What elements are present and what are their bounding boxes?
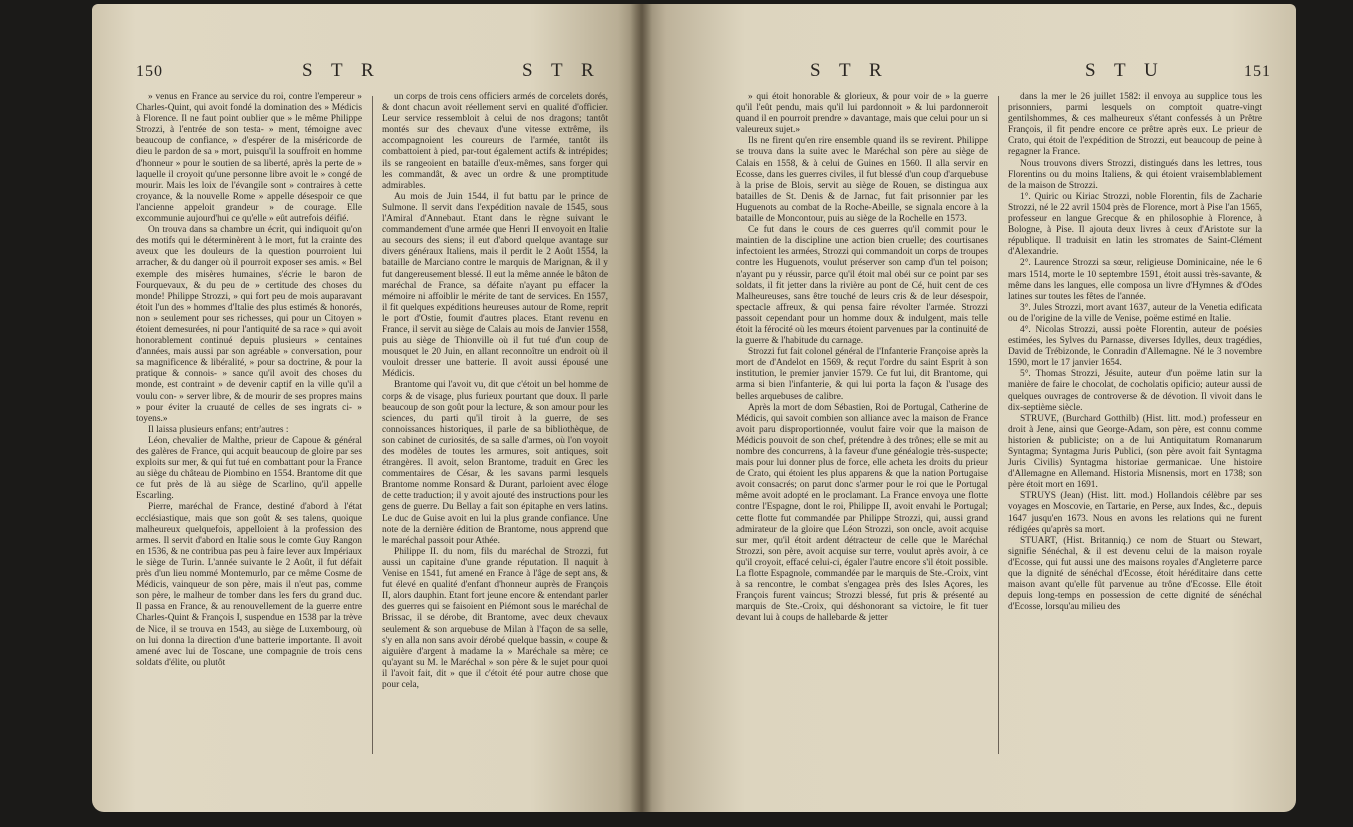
left-running-head-1: S T R	[302, 60, 381, 81]
paragraph: Au mois de Juin 1544, il fut battu par le prince de Sulmone. Il servit dans l'expédition navale de 1545, sous l'Amiral d'Annebaut. Etant dans le règne suivant le commandement d'une armée que Henri II envoyoit en Italie au secours des siens; il eut d'abord quelque avantage sur divers généraux Italiens, mais il perdit le 2 Août 1554, la bataille de Marciano contre le marquis de Marignan, & il y fut dangereusement blessé. Il eut la même année le bâton de maréchal de France, sa défaite n'ayant pu effacer la mémoire ni affoiblir le mérite de tant de services. En 1557, il fit quelques expéditions heureuses autour de Rome, reprit le port d'Ostie, foumit d'autres places. Etant revenu en France, il servit au siège de Calais au mois de Janvier 1558, puis au siège de Thionville où il fut tué d'un coup de mousquet le 20 Juin, en allant reconnoître un endroit où il vouloit dresser une batterie. Il avoit aussi épousé une Médicis.	[382, 191, 608, 380]
paragraph: Léon, chevalier de Malthe, prieur de Capoue & général des galères de France, qui acquit beaucoup de gloire par ses exploits sur mer, & qui fut tué en combattant pour la France au siège du château de Piombino en 1554. Brantome dit que ce fut près de là au siège de Scarlino, qu'il appelle Escarling.	[136, 435, 362, 502]
paragraph: 3°. Jules Strozzi, mort avant 1637, auteur de la Venetia edificata ou de l'origine de la ville de Venise, poëme estimé en Italie.	[1008, 302, 1262, 324]
paragraph: STRUVE, (Burchard Gotthilb) (Hist. litt. mod.) professeur en droit à Jene, ainsi que George-Adam, son père, est connu comme historien & publiciste; on a de lui Antiquitatum Romanarum Syntagma; Syntagma Juris Publici, (son père avoit fait Syntagma Juris Civilis) Syntagma historiae germanicae. Une histoire d'Allemagne en Allemand. Historia Misnensis, mort en 1738; son père étoit mort en 1691.	[1008, 413, 1262, 491]
paragraph: Philippe II. du nom, fils du maréchal de Strozzi, fut aussi un capitaine d'une grande réputation. Il naquit à Venise en 1541, fut amené en France à l'âge de sept ans, & fut élevé en qualité d'enfant d'honneur auprès de François II, alors dauphin. Etant fort jeune encore & entendant parler des guerres qui se faisoient en Piémont sous le maréchal de Brissac, il se dérobe, dit Brantome, avec deux chevaux seulement & son arquebuse de Milan à l'façon de sa selle, s'y en alla non sans avoir dérobé quelque bassin, « coupe & aiguière d'argent à madame la » Maréchale sa mère; ce qu'ayant su M. le Maréchal » son père & le sujet pour quoi il l'avoit fait, dit » que il c'étoit été pour autre chose que pour cela,	[382, 546, 608, 690]
paragraph: STRUYS (Jean) (Hist. litt. mod.) Hollandois célèbre par ses voyages en Moscovie, en Tartarie, en Perse, aux Indes, &c., depuis 1647 jusqu'en 1673. Nous en avons les relations qui ne furent rédigées qu'après sa mort.	[1008, 491, 1262, 535]
left-column-1	[136, 92, 362, 762]
paragraph: Strozzi fut fait colonel général de l'Infanterie Françoise après la mort de d'Andelot en 1569, & reçut l'ordre du saint Esprit à son institution, le premier janvier 1579. Ce fut lui, dit Brantome, qui arma si bien l'infanterie, & qui lui porta la façon & l'usage des belles arquebuses de calibre.	[736, 347, 988, 402]
paragraph: 5°. Thomas Strozzi, Jésuite, auteur d'un poëme latin sur la manière de faire le chocolat, de cocholatis opificio; auteur aussi de quelques ouvrages de controverse & de dévotion. Il vivoit dans le dix-septième siècle.	[1008, 369, 1262, 413]
column-rule	[998, 96, 999, 754]
left-running-head-2: S T R	[522, 60, 601, 81]
paragraph: Ils ne firent qu'en rire ensemble quand ils se revirent. Philippe se trouva dans la suite avec le Maréchal son père au siège de Calais en 1558, & à celui de Guines en 1560. Il alla servir en Ecosse, dans les guerres civiles, il fut blessé d'un coup d'arquebuse à la prise de Blois, servit au siège de Rouen, se distingua aux batailles de St. Denis & de Jarnac, fut fait prisonnier par les Huguenots au combat de la Roche-Abeille, se signala encore à la bataille de Moncontour, puis au siège de la Rochelle en 1573.	[736, 136, 988, 225]
left-column-2	[382, 92, 608, 762]
open-book	[92, 4, 1296, 812]
paragraph: un corps de trois cens officiers armés de corcelets dorés, & dont chacun avoit réellement servi en qualité d'officier. Leur service ressembloit à celui de nos dragons; tantôt montés sur des chevaux d'une vitesse extrême, ils accompagnoient les coureurs de l'armée, tantôt ils combattoient à pied, par-tout également actifs & intrépides; ils se rangeoient en bataille d'eux-mêmes, sans forger qui les commandât, & avec un ordre & une promptitude admirables.	[382, 92, 608, 191]
paragraph: 1°. Quiric ou Kiriac Strozzi, noble Florentin, fils de Zacharie Strozzi, né le 22 avril 1504 près de Florence, mort à Pise l'an 1565, professeur en langue Grecque & en philosophie à Florence, à Bologne, à Pise. Il ajouta deux livres à ceux d'Aristote sur la république. Il traduisit en latin les stromates de Saint-Clément d'Alexandrie.	[1008, 191, 1262, 258]
paragraph: STUART, (Hist. Britanniq.) ce nom de Stuart ou Stewart, signifie Sénéchal, & il est devenu celui de la maison royale d'Ecosse, qui fut aussi une des maisons royales d'Angleterre parce que la dignité de sénéchal d'Ecosse, étoit héréditaire dans cette maison avant qu'elle fût parvenue au trône d'Ecosse. Elle étoit depuis long-temps en possession de cette dignité de sénéchal d'Ecosse, lorsqu'au milieu des	[1008, 535, 1262, 613]
paragraph: Nous trouvons divers Strozzi, distingués dans les lettres, tous Florentins ou du moins Italiens, & qui étoient vraisemblablement de la maison de Strozzi.	[1008, 158, 1262, 191]
right-column-1	[736, 92, 988, 762]
paragraph: On trouva dans sa chambre un écrit, qui indiquoit qu'on des motifs qui le déterminèrent à le mort, fut la crainte des aveux que les douleurs de la question pourroient lui arracher, & du danger où il pourroit exposer ses amis. « Bel exemple des misères humaines, s'écrie le baron de Fourquevaux, & du peu de » certitude des choses du monde! Philippe Strozzi, » qui fort peu de mois auparavant étoit l'un des » hommes d'Italie des plus estimés & honorés, non » seulement pour ses richesses, qui pour un Citoyen » étoient demesurées, ni pour l'antiquité de sa race » qui avoit honorablement continué depuis plusieurs » centaines d'années, mais aussi par son agréable » conversation, pour sa magnificence & libéralité, » pour sa doctrine, & pour la pratique & connois- » sance qu'il avoit des choses du monde, est contraint » de devenir captif en la ville qu'il a voulu con- » server libre, & de mourir de ses propres mains » pour éviter la cruauté de celles de ses ingrats ci- » toyens.»	[136, 225, 362, 424]
right-running-head-1: S T R	[810, 60, 889, 81]
paragraph: Il laissa plusieurs enfans; entr'autres :	[148, 424, 289, 435]
column-rule	[372, 96, 373, 754]
right-column-2	[1008, 92, 1262, 762]
right-page-number: 151	[1244, 63, 1271, 80]
paragraph: 2°. Laurence Strozzi sa sœur, religieuse Dominicaine, née le 6 mars 1514, morte le 10 septembre 1591, étoit aussi très-savante, & même dans les langues, elle composa un livre d'Hymnes & d'Odes latines sur toutes les fêtes de l'année.	[1008, 258, 1262, 302]
paragraph: » venus en France au service du roi, contre l'empereur » Charles-Quint, qui avoit fondé la domination des » Médicis à Florence. Il ne faut point oublier que » le même Philippe Strozzi, à l'entrée de son testa- » ment, témoigne avec beaucoup de confiance, » d'espérer de la miséricorde de dieu le pardon de sa » mort, puisqu'il la souffroit en homme d'honneur » pour le soutien de sa liberté, après la perte de » laquelle il croyoit qu'une personne libre avoit le » congé de mourir. Mais les loix de l'évangile sont » contraires à cette croyance, & la nouvelle Rome » appelle désespoir ce que l'ancienne appeloit grandeur » de courage. Elle excommunie aujourd'hui ce qu'elle » eût autrefois déifié.	[136, 92, 362, 225]
paragraph: Brantome qui l'avoit vu, dit que c'étoit un bel homme de corps & de visage, plus furieux pourtant que doux. Il parle beaucoup de son goût pour la lecture, & son amour pour les sciences, du parti qu'il tiroit à la guerre, de ses connoissances historiques, il parle de sa bibliothèque, de son cabinet de curiosités, de sa salle d'armes, où l'on voyoit des modèles de toutes les armures, soit antiques, soit étrangères. Il avoit, selon Brantome, traduit en Grec les commentaires de César, & les savans parmi lesquels Brantome nomme Ronsard & Durant, parloient avec éloge de cette traduction; il y avoit ajouté des instructions pour les gens de guerre. Du Bellay a fait son épitaphe en vers latins. Le duc de Guise avoit en lui la plus grande confiance. Une note de la dernière édition de Brantome, nous apprend que le maréchal passoit pour Athée.	[382, 380, 608, 546]
left-page	[92, 4, 640, 812]
paragraph: Pierre, maréchal de France, destiné d'abord à l'état ecclésiastique, mais que son goût & ses talens, quoique malheureux quelquefois, appelloient à la profession des armes. Il servit d'abord en Italie sous le comte Guy Rangon en 1536, & ne contribua pas peu à faire lever aux Impériaux le siège de Turin. L'année suivante le 2 Août, il fut défait près d'un lieu nommé Montemurlo, par ce même Cosme de Médicis, vainqueur de son père, mais il n'eut pas, comme son père, le malheur de tomber dans les fers du grand duc. Il passa en France, & au renouvellement de la guerre entre Charles-Quint & François I, suspendue en 1538 par la trève de Nice, il se trouva en 1543, au siège de Luxembourg, où on lui donna la direction d'une batterie importante. Il avoit amené avec lui de Toscane, une compagnie de trois cens soldats d'élite, ou plutôt	[136, 502, 362, 668]
paragraph: Ce fut dans le cours de ces guerres qu'il commit pour le maintien de la discipline une action bien cruelle; des courtisanes infectoient les armées, Strozzi qui commandoit un corps de troupes contre les Huguenots, voulut préserver son camp d'un tel poison; n'ayant pu y réussir, parce qu'il étoit mal obéi sur ce point par ses soldats, il fit jetter dans la rivière au pont de Cé, huit cent de ces Malheureuses, sans être touché de leurs cris & de leur désespoir, spectacle affreux, & qui pensa faire révolter l'armée. Strozzi passoit cependant pour un homme doux & indulgent, mais telle étoit la férocité où les mœurs étoient parvenues par la continuité de la guerre & l'habitude du carnage.	[736, 225, 988, 347]
paragraph: Après la mort de dom Sébastien, Roi de Portugal, Catherine de Médicis, qui savoit combien son alliance avec la maison de France avoit paru disproportionnée, voulut faire voir que la maison de Médicis pouvoit de son chef, prétendre à des trônes; elle se mit au nombre des concurrens, à la faveur d'une généalogie très-suspecte; mais pour lui donner plus de force, elle acheta les droits du prieur de Crato, qui étoient les plus apparens & que la nation Portugaise avoit consacrés; on parut donc s'armer pour le roi que le Portugal même avoit adopté en le proclamant. La France envoya une flotte contre l'Espagne, dont le roi, Philippe II, avoit envahi le Portugal; cette flotte fut commandée par Philippe Strozzi, qui, aussi grand admirateur de la gloire que Léon Strozzi, son oncle, avoit acquise sur mer, qu'il étoit ardent détracteur de celle que le Maréchal Strozzi, son père, avoit acquise sur terre, voulut après avoir, à ce qu'il croyoit, effacé celui-ci, égaler l'autre encore s'il étoit possible. La flotte Espagnole, commandée par le marquis de Ste.-Croix, vint à sa rencontre, le combat s'engagea près des Isles Açores, les François furent vaincus; Strozzi blessé, fut pris & présenté au marquis de Ste.-Croix, qui déshonorant sa victoire, le fit tuer devant lui à coups de hallebarde & jetter	[736, 402, 988, 624]
left-page-number: 150	[136, 63, 163, 80]
paragraph: » qui étoit honorable & glorieux, & pour voir de » la guerre qu'il l'eût pendu, mais qu'il lui pardonnoit » & lui pardonneroit quand il en pourroit prendre » davantage, mais que celui pour un si valeureux sujet.»	[736, 92, 988, 136]
right-page	[640, 4, 1296, 812]
right-running-head-2: S T U	[1085, 60, 1165, 81]
paragraph: 4°. Nicolas Strozzi, aussi poète Florentin, auteur de poésies estimées, les Sylves du Parnasse, diverses Idylles, deux tragédies, David de Trébizonde, le Conradin d'Allemagne. Né le 3 novembre 1590, mort le 17 janvier 1654.	[1008, 324, 1262, 369]
book-spine-shadow	[630, 4, 652, 812]
paragraph: dans la mer le 26 juillet 1582: il envoya au supplice tous les prisonniers, parmi lesquels on comptoit quatre-vingt gentilshommes, & ces malheureux s'étant confessés à un Prêtre François, il fit pendre encore ce prêtre après eux. Le prieur de Crato, qui étoit de l'expédition de Strozzi, eut beaucoup de peine à regagner la France.	[1008, 92, 1262, 158]
